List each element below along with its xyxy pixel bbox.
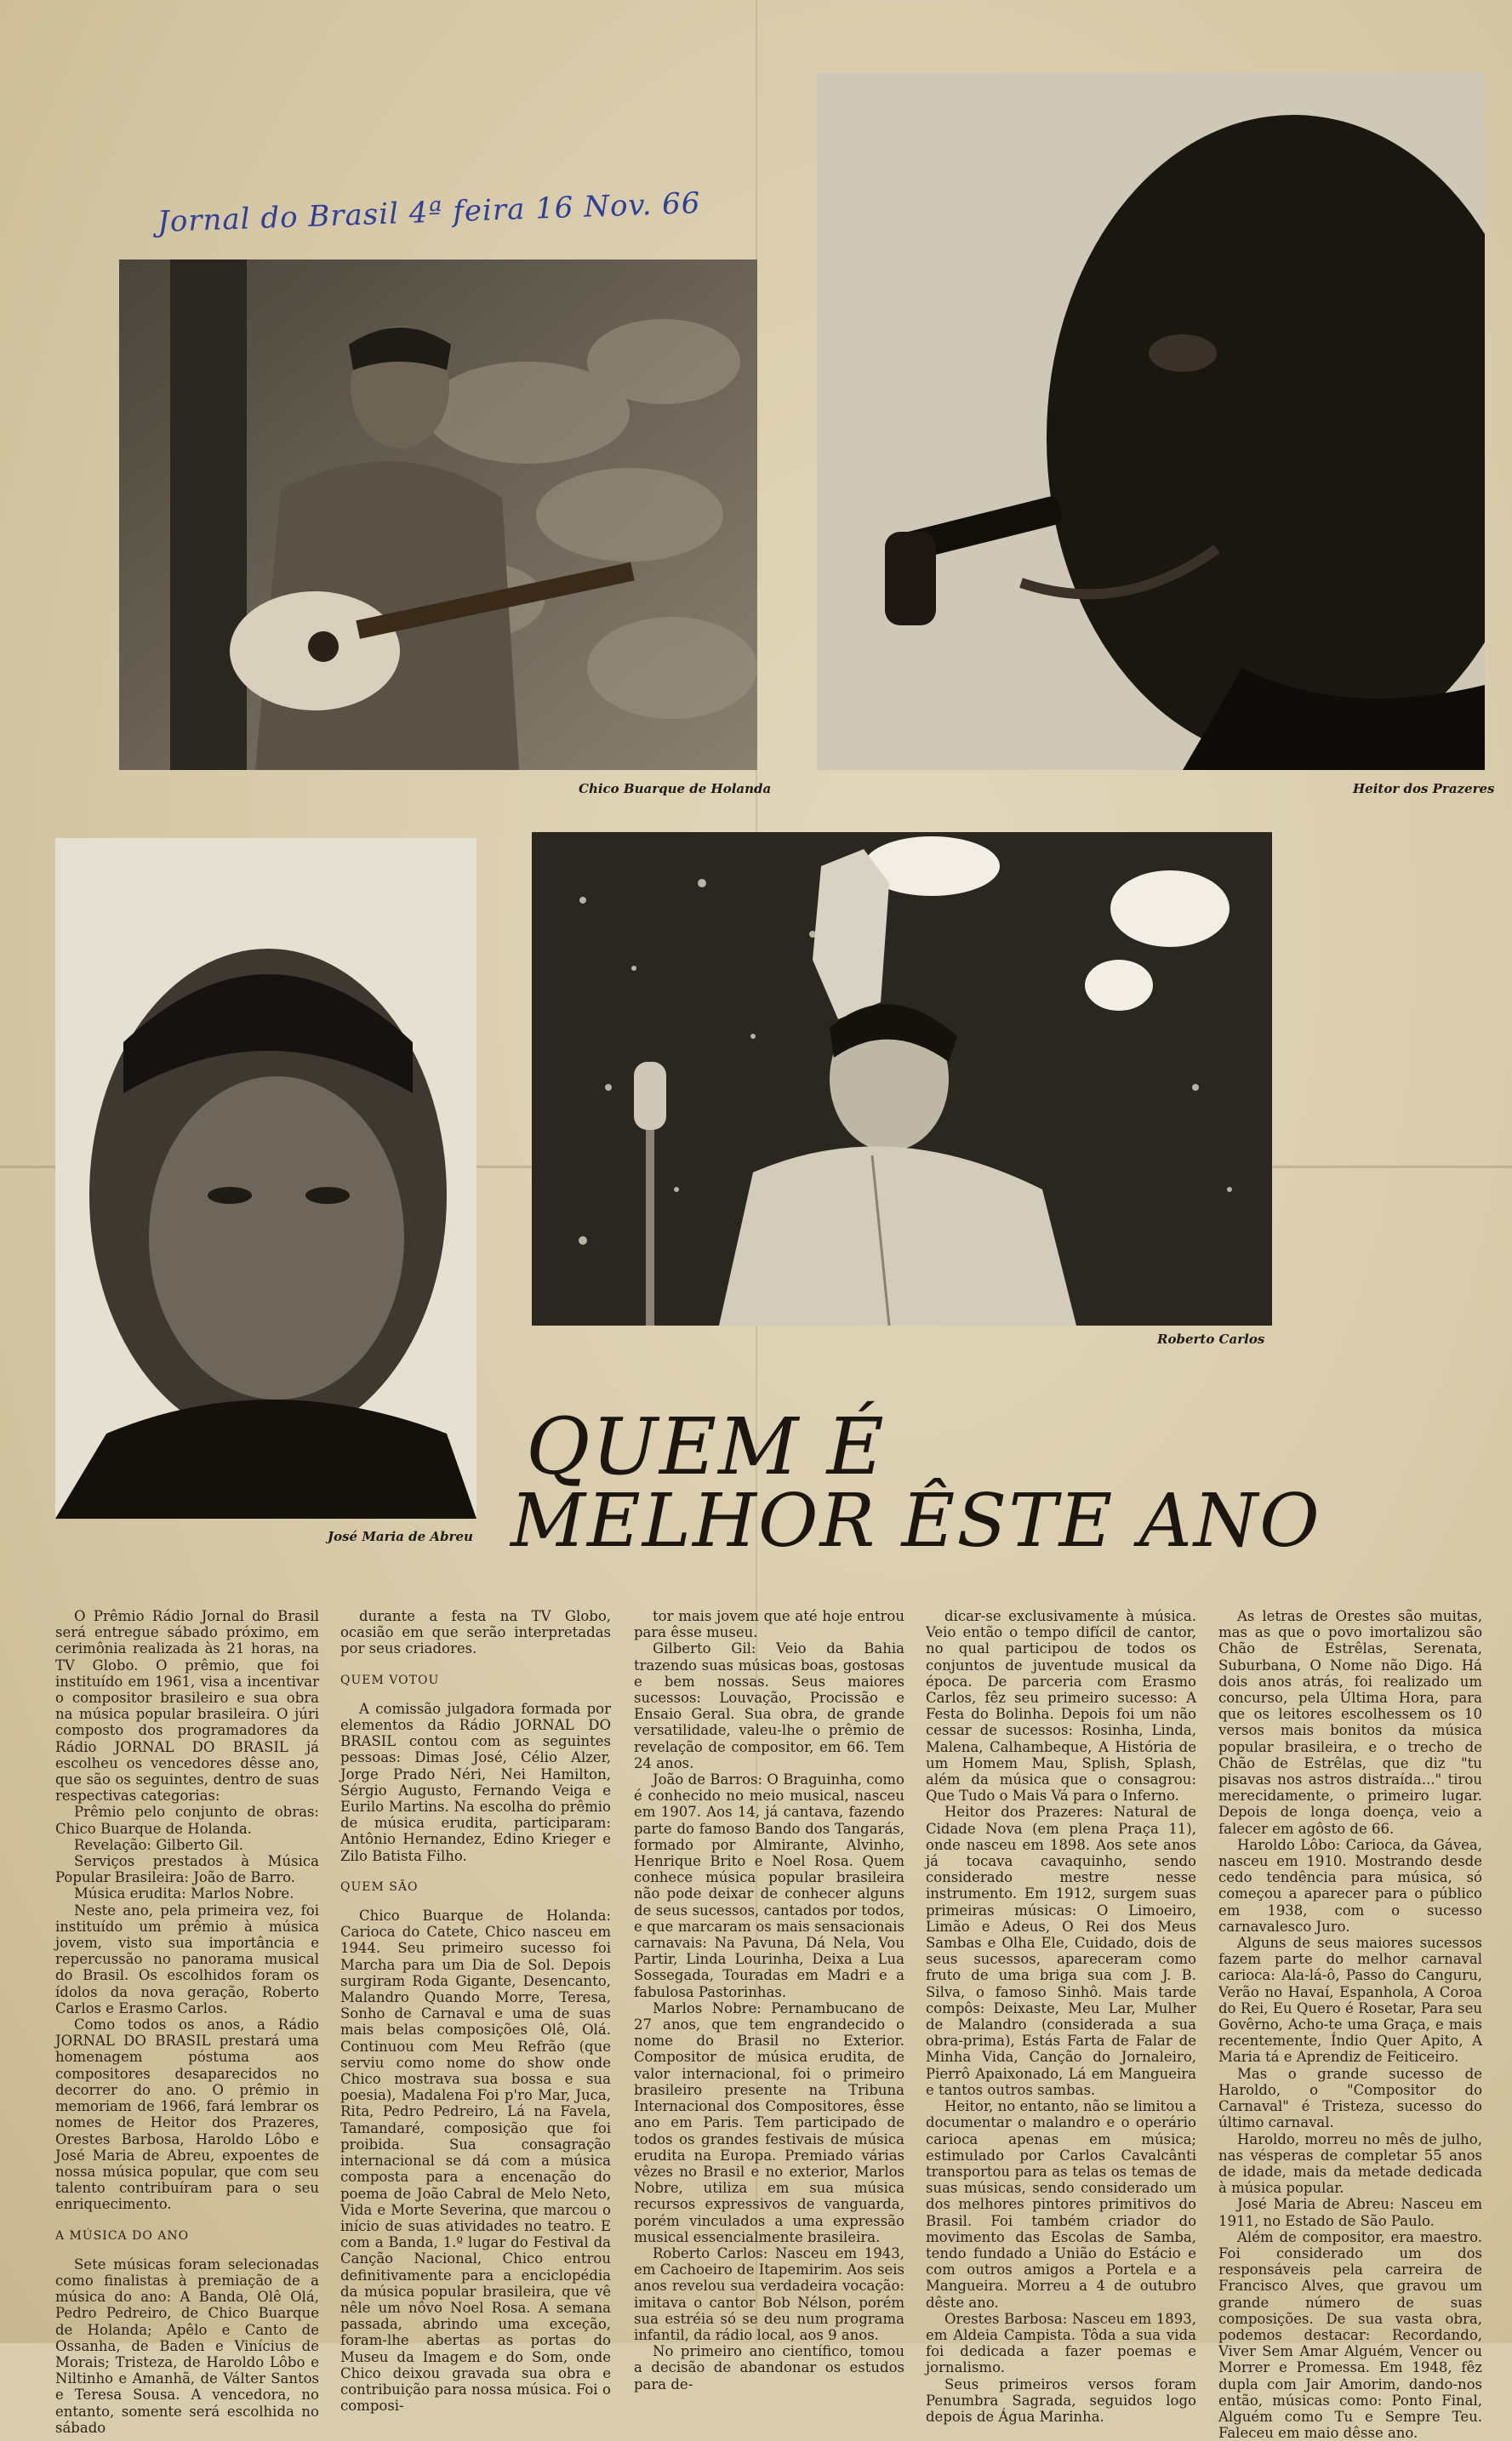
article-paragraph: Haroldo Lôbo: Carioca, da Gávea, nasceu em 1910. Mostrando desde cedo tendência para música, só começou a aparecer para o público em 1938, com o sucesso carnavalesco Juro. (1218, 1836, 1482, 1935)
caption-chico: Chico Buarque de Holanda (579, 781, 772, 796)
article-column-3 (634, 1608, 904, 2393)
article-paragraph: Revelação: Gilberto Gil. (74, 1836, 243, 1853)
article-paragraph: Haroldo, morreu no mês de julho, nas vésperas de completar 55 anos de idade, mais da metade dedicada à música popular. (1218, 2130, 1482, 2197)
headline-line-1: QUEM É (526, 1401, 886, 1492)
article-subheading: QUEM SÃO (340, 1879, 419, 1894)
headline-line-2: MELHOR ÊSTE ANO (511, 1479, 1321, 1564)
article-paragraph: Gilberto Gil: Veio da Bahia trazendo suas músicas boas, gostosas e bem nossas. Seus maiores sucessos: Louvação, Procissão e Ensaio Geral. Sua obra, de grande versatilidade, valeu-lhe o prêmio de revelação de compositor, em 66. Tem 24 anos. (634, 1640, 904, 1771)
article-paragraph: João de Barros: O Braguinha, como é conhecido no meio musical, nasceu em 1907. Aos 14, já cantava, fazendo parte do famoso Bando dos Tangarás, formado por Almirante, Alvinho, Henrique Brito e Noel Rosa. Quem conhece música popular brasileira não pode deixar de conhecer alguns de seus sucessos, cantados por todos, e que marcaram os mais sensacionais carnavais: Na Pavuna, Dá Nela, Vou Partir, Linda Lourinha, Deixa a Lua Sossegada, Touradas em Madri e a fabulosa Pastorinhas. (634, 1771, 904, 2000)
article-paragraph: As letras de Orestes são muitas, mas as que o povo imortalizou são Chão de Estrêlas, Serenata, Suburbana, O Nome não Digo. Há dois anos atrás, foi realizado um concurso, pela Última Hora, para que os leitores escolhessem os 10 versos mais bonitos da música popular brasileira, e o trecho de Chão de Estrêlas, que diz "tu pisavas nos astros distraída..." tirou merecidamente, o primeiro lugar. Depois de longa doença, veio a falecer em agôsto de 66. (1218, 1608, 1482, 1837)
caption-heitor: Heitor dos Prazeres (1353, 781, 1495, 796)
article-paragraph: Marlos Nobre: Pernambucano de 27 anos, que tem engrandecido o nome do Brasil no Exterior. Compositor de música erudita, de valor internacional, foi o primeiro brasileiro presente na Tribuna Internacional dos Compositores, êsse ano em Paris. Tem participado de todos os grandes festivais de música erudita na Europa. Premiado várias vêzes no Brasil e no exterior, Marlos Nobre, utiliza em sua música recursos expressivos de vanguarda, porém vinculados a uma expressão musical essencialmente brasileira. (634, 1999, 904, 2245)
article-paragraph: durante a festa na TV Globo, ocasião em que serão interpretadas por seus criadores. (340, 1608, 611, 1657)
article-column-2 (340, 1608, 611, 2414)
article-subheading: A MÚSICA DO ANO (55, 2228, 190, 2243)
article-column-1 (55, 1608, 319, 2436)
article-subheading: QUEM VOTOU (340, 1673, 440, 1687)
article-paragraph: Além de compositor, era maestro. Foi considerado um dos responsáveis pela carreira de Francisco Alves, que gravou um grande número de suas composições. De sua vasta obra, podemos destacar: Recordando, Viver Sem Amar Alguém, Vencer ou Morrer e Promessa. Em 1948, fêz dupla com Jair Amorim, dando-nos então, músicas como: Ponto Final, Alguém como Tu e Sempre Teu. Faleceu em maio dêsse ano. (1218, 2228, 1482, 2441)
article-paragraph: Seus primeiros versos foram Penumbra Sagrada, seguidos logo depois de Água Marinha. (926, 2375, 1196, 2425)
article-paragraph: Serviços prestados à Música Popular Brasileira: João de Barro. (55, 1853, 319, 1886)
article-paragraph: tor mais jovem que até hoje entrou para êsse museu. (634, 1608, 904, 1641)
handwritten-note: Jornal do Brasil 4ª feira 16 Nov. 66 (157, 185, 702, 240)
article-paragraph: Roberto Carlos: Nasceu em 1943, em Cachoeiro de Itapemirim. Aos seis anos revelou sua verdadeira vocação: imitava o cantor Bob Nélson, porém sua estréia só se deu num programa infantil, da rádio local, aos 9 anos. (634, 2244, 904, 2343)
article-paragraph: Neste ano, pela primeira vez, foi instituído um prêmio à música jovem, visto sua importância e repercussão no panorama musical do Brasil. Os escolhidos foram os ídolos da nova geração, Roberto Carlos e Erasmo Carlos. (55, 1902, 319, 2016)
article-paragraph: Sete músicas foram selecionadas como finalistas à premiação de a música do ano: A Banda, Olê Olá, Pedro Pedreiro, de Chico Buarque de Holanda; Apêlo e Canto de Ossanha, de Baden e Vinícius de Morais; Tristeza, de Haroldo Lôbo e Niltinho e Amanhã, de Válter Santos e Teresa Sousa. A vencedora, no entanto, somente será escolhida no sábado (55, 2256, 319, 2436)
article-paragraph: Música erudita: Marlos Nobre. (74, 1885, 294, 1902)
article-paragraph: A comissão julgadora formada por elementos da Rádio JORNAL DO BRASIL contou com as seguintes pessoas: Dimas José, Célio Alzer, Jorge Prado Néri, Nei Hamilton, Sérgio Augusto, Fernando Veiga e Eurilo Martins. Na escolha do prêmio de música erudita, participaram: Antônio Hernandez, Edino Krieger e Zilo Batista Filho. (340, 1700, 611, 1864)
article-column-5 (1218, 1608, 1482, 2441)
article-paragraph: Orestes Barbosa: Nasceu em 1893, em Aldeia Campista. Tôda a sua vida foi dedicada a fazer poemas e jornalismo. (926, 2310, 1196, 2376)
article-paragraph: Alguns de seus maiores sucessos fazem parte do melhor carnaval carioca: Ala-lá-ô, Passo do Canguru, Verão no Havaí, Espanhola, A Coroa do Rei, Eu Quero é Rosetar, Para seu Govêrno, Acho-te uma Graça, e mais recentemente, Índio Quer Apito, A Maria tá e Aprendiz de Feiticeiro. (1218, 1935, 1482, 2066)
article-paragraph: No primeiro ano científico, tomou a decisão de abandonar os estudos para de- (634, 2343, 904, 2393)
photo-roberto-carlos (532, 832, 1272, 1326)
article-paragraph: Heitor dos Prazeres: Natural de Cidade Nova (em plena Praça 11), onde nasceu em 1898. Aos sete anos já tocava cavaquinho, sendo considerado mestre nesse instrumento. Em 1912, surgem suas primeiras músicas: O Limoeiro, Limão e Adeus, O Rei dos Meus Sambas e Olha Ele, Cuidado, dois de seus sucessos, apareceram como fruto de uma briga sua com J. B. Silva, o famoso Sinhô. Mais tarde compôs: Deixaste, Meu Lar, Mulher de Malandro (considerada a sua obra-prima), Estás Farta de Falar de Minha Vida, Canção do Jornaleiro, Pierrô Apaixonado, Lá em Mangueira e tantos outros sambas. (926, 1804, 1196, 2098)
article-paragraph: Heitor, no entanto, não se limitou a documentar o malandro e o operário carioca apenas em música; estimulado por Carlos Cavalcânti transportou para as telas os temas de suas músicas, sendo considerado um dos melhores pintores primitivos do Brasil. Foi também criador do movimento das Escolas de Samba, tendo fundado a União do Estácio e com outros amigos a Portela e a Mangueira. Morreu a 4 de outubro dêste ano. (926, 2098, 1196, 2311)
caption-roberto: Roberto Carlos (1157, 1332, 1265, 1347)
article-column-4 (926, 1608, 1196, 2425)
article-paragraph: Mas o grande sucesso de Haroldo, o "Compositor do Carnaval" é Tristeza, sucesso do último carnaval. (1218, 2065, 1482, 2131)
article-paragraph: Chico Buarque de Holanda: Carioca do Catete, Chico nasceu em 1944. Seu primeiro sucesso foi Marcha para um Dia de Sol. Depois surgiram Roda Gigante, Desencanto, Malandro Quando Morre, Teresa, Sonho de Carnaval e uma de suas mais belas composições Olê, Olá. Continuou com Meu Refrão (que serviu como nome do show onde Chico mostrava sua bossa e sua poesia), Madalena Foi p'ro Mar, Juca, Rita, Pedro Pedreiro, Lá na Favela, Tamandaré, composição que foi proibida. Sua consagração internacional se dá com a música composta para a encenação do poema de João Cabral de Melo Neto, Vida e Morte Severina, que marcou o início de suas atividades no teatro. E com a Banda, 1.º lugar do Festival da Canção Nacional, Chico entrou definitivamente para a enciclopédia da música popular brasileira, que vê nêle um nôvo Noel Rosa. A semana passada, abrindo uma exceção, foram-lhe abertas as portas do Museu da Imagem e do Som, onde Chico deixou gravada sua obra e contribuição para nossa música. Foi o composi- (340, 1908, 611, 2415)
photo-jose-maria-de-abreu (55, 838, 476, 1519)
article-paragraph: O Prêmio Rádio Jornal do Brasil será entregue sábado próximo, em cerimônia realizada às 21 horas, na TV Globo. O prêmio, que foi instituído em 1961, visa a incentivar o compositor brasileiro e sua obra na música popular brasileira. O júri composto dos programadores da Rádio JORNAL DO BRASIL já escolheu os vencedores dêsse ano, que são os seguintes, dentro de suas respectivas categorias: (55, 1608, 319, 1805)
article-paragraph: Prêmio pelo conjunto de obras: Chico Buarque de Holanda. (55, 1804, 319, 1837)
photo-chico-buarque (119, 259, 757, 770)
caption-jose: José Maria de Abreu (328, 1529, 473, 1544)
article-paragraph: dicar-se exclusivamente à música. Veio então o tempo difícil de cantor, no qual participou de todos os conjuntos de juventude musical da época. De parceria com Erasmo Carlos, fêz seu primeiro sucesso: A Festa do Bolinha. Depois foi um não cessar de sucessos: Rosinha, Linda, Malena, Calhambeque, A História de um Homem Mau, Splish, Splash, além da música que o consagrou: Que Tudo o Mais Vá para o Inferno. (926, 1608, 1196, 1805)
article-paragraph: José Maria de Abreu: Nasceu em 1911, no Estado de São Paulo. (1218, 2196, 1482, 2229)
article-paragraph: Como todos os anos, a Rádio JORNAL DO BRASIL prestará uma homenagem póstuma aos compositores desaparecidos no decorrer do ano. O prêmio in memoriam de 1966, fará lembrar os nomes de Heitor dos Prazeres, Orestes Barbosa, Haroldo Lôbo e José Maria de Abreu, expoentes de nossa música popular, que com seu talento contribuíram para o seu enriquecimento. (55, 2016, 319, 2213)
photo-heitor-dos-prazeres (817, 72, 1485, 770)
